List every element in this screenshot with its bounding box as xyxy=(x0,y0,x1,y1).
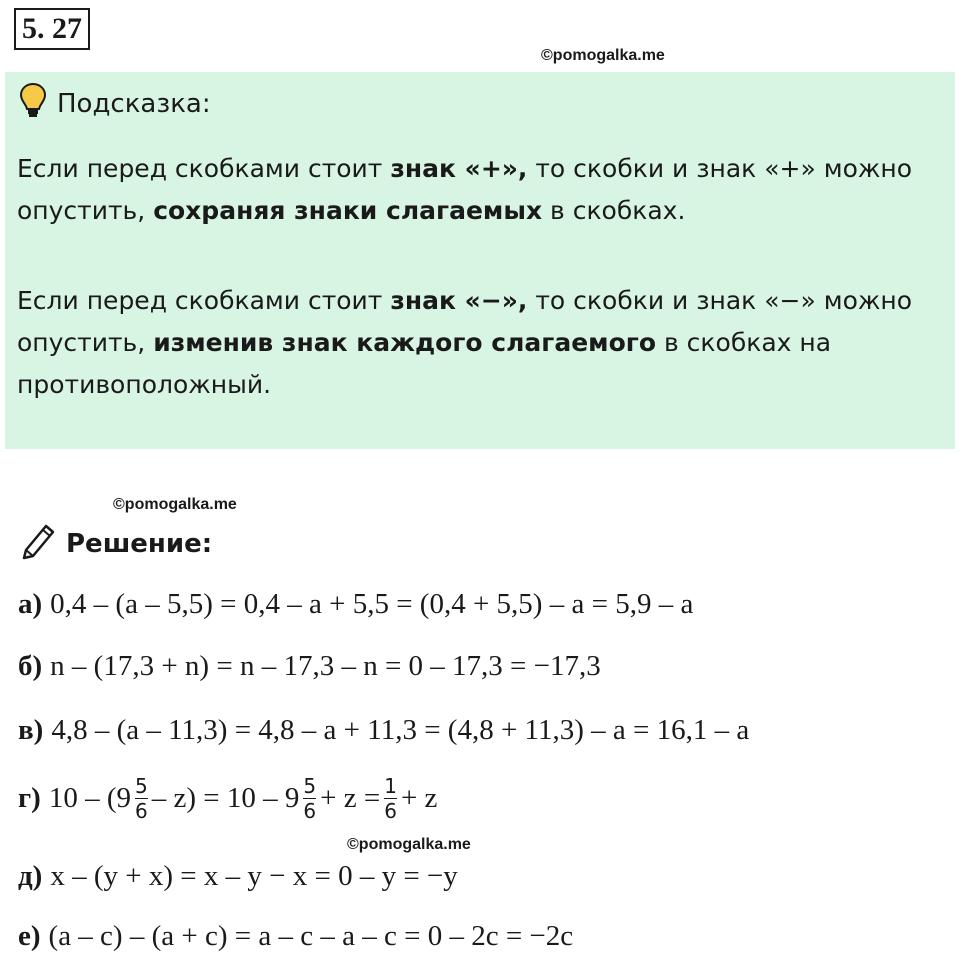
watermark-middle: ©pomogalka.me xyxy=(113,496,237,513)
hint-paragraph-plus: Если перед скобками стоит знак «+», то скобки и знак «+» можно опустить, сохраняя знаки слагаемых в скобках. xyxy=(17,154,913,225)
lightbulb-icon xyxy=(19,82,47,125)
fraction-one-sixth: $\frac{1}{6}$ xyxy=(384,774,397,823)
hint-box xyxy=(5,72,955,449)
problem-number: 5. 27 xyxy=(14,8,90,50)
watermark-bottom: ©pomogalka.me xyxy=(347,836,471,853)
solution-line-a: а) 0,4 – (a – 5,5) = 0,4 – a + 5,5 = (0,4 + 5,5) – a = 5,9 – a xyxy=(18,588,694,620)
solution-line-e: е) (a – c) – (a + c) = a – c – a – c = 0 – 2c = −2c xyxy=(18,920,574,952)
solution-line-d: д) x – (y + x) = x – y − x = 0 – y = −y xyxy=(18,860,458,892)
solution-header xyxy=(18,520,212,567)
hint-header xyxy=(19,82,211,125)
solution-title: Решение: xyxy=(66,528,213,559)
hint-title: Подсказка: xyxy=(57,88,211,119)
pencil-icon xyxy=(18,520,58,567)
watermark-top: ©pomogalka.me xyxy=(541,47,665,64)
solution-line-b: б) n – (17,3 + n) = n – 17,3 – n = 0 – 17,3 = −17,3 xyxy=(18,650,601,682)
fraction-five-sixths: $\frac{5}{6}$ xyxy=(135,774,148,823)
fraction-five-sixths: $\frac{5}{6}$ xyxy=(303,774,317,823)
hint-paragraph-minus: Если перед скобками стоит знак «−», то скобки и знак «−» можно опустить, изменив знак каждого слагаемого в скобках на противоположный. xyxy=(17,286,913,399)
solution-line-v: в) 4,8 – (a – 11,3) = 4,8 – a + 11,3 = (4,8 + 11,3) – a = 16,1 – a xyxy=(18,714,750,746)
solution-line-g: г) 10 – (9 $\frac{5}{6}$ – z) = 10 – 9 $\frac{5}{6}$ + z = $\frac{1}{6}$ + z xyxy=(18,774,438,823)
